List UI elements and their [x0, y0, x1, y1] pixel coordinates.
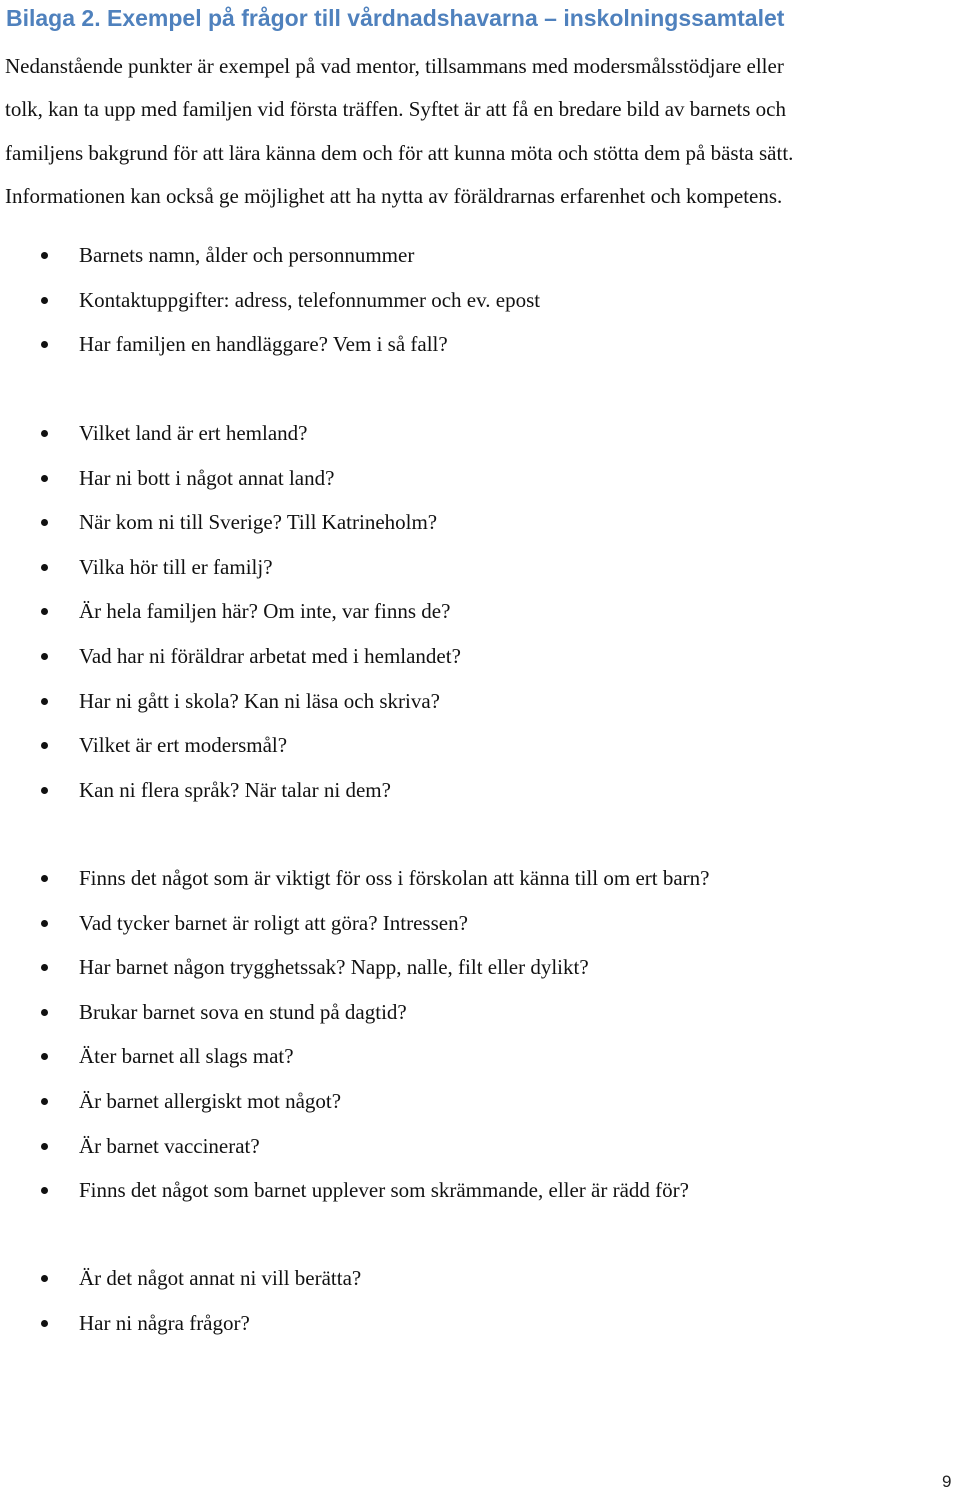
bullet-icon — [41, 1320, 48, 1327]
bullet-icon — [41, 1187, 48, 1194]
bullet-icon — [41, 875, 48, 882]
bullet-icon — [41, 430, 48, 437]
bullet-icon — [41, 964, 48, 971]
question-group-child — [0, 856, 709, 1213]
bullet-icon — [41, 698, 48, 705]
question-item — [0, 634, 461, 679]
question-item — [0, 856, 709, 901]
bullet-icon — [41, 564, 48, 571]
intro-line: familjens bakgrund för att lära känna dem och för att kunna möta och stötta dem på bästa sätt. — [5, 140, 794, 165]
question-text: Har barnet någon trygghetssak? Napp, nalle, filt eller dylikt? — [79, 955, 589, 980]
question-item — [0, 945, 709, 990]
question-item — [0, 545, 461, 590]
question-item — [0, 1034, 709, 1079]
page-heading: Bilaga 2. Exempel på frågor till vårdnadshavarna – inskolningssamtalet — [6, 5, 785, 31]
question-item — [0, 990, 709, 1035]
question-item — [0, 456, 461, 501]
bullet-icon — [41, 341, 48, 348]
question-item — [0, 723, 461, 768]
intro-line: Nedanstående punkter är exempel på vad mentor, tillsammans med modersmålsstödjare eller — [5, 54, 784, 78]
bullet-icon — [41, 475, 48, 482]
question-group-identity — [0, 233, 540, 367]
bullet-icon — [41, 787, 48, 794]
question-text: Är barnet vaccinerat? — [79, 1133, 260, 1158]
intro-paragraph — [5, 45, 955, 218]
bullet-icon — [41, 297, 48, 304]
question-text: Har ni bott i något annat land? — [79, 465, 335, 490]
bullet-icon — [41, 1143, 48, 1150]
question-text: Har ni gått i skola? Kan ni läsa och skriva? — [79, 688, 440, 713]
question-group-closing — [0, 1256, 361, 1345]
question-text: Äter barnet all slags mat? — [79, 1044, 294, 1069]
question-item — [0, 1301, 361, 1346]
question-text: Är det något annat ni vill berätta? — [79, 1266, 362, 1290]
question-text: Vilket land är ert hemland? — [79, 421, 308, 445]
bullet-icon — [41, 742, 48, 749]
question-text: Vad har ni föräldrar arbetat med i hemlandet? — [79, 643, 461, 668]
intro-line: Informationen kan också ge möjlighet att ha nytta av föräldrarnas erfarenhet och kompetens. — [5, 183, 783, 208]
question-item — [0, 589, 461, 634]
bullet-icon — [41, 653, 48, 660]
question-text: Kontaktuppgifter: adress, telefonnummer och ev. epost — [79, 287, 541, 312]
question-text: Vilket är ert modersmål? — [79, 733, 288, 758]
page-number: 9 — [942, 1472, 952, 1491]
question-group-background — [0, 411, 461, 812]
bullet-icon — [41, 1275, 48, 1282]
question-text: Finns det något som barnet upplever som skrämmande, eller är rädd för? — [79, 1178, 689, 1203]
question-text: Är barnet allergiskt mot något? — [79, 1088, 342, 1113]
question-text: Barnets namn, ålder och personnummer — [79, 243, 415, 267]
question-text: Vad tycker barnet är roligt att göra? Intressen? — [79, 910, 468, 935]
question-item — [0, 768, 461, 813]
question-item — [0, 278, 540, 323]
question-text: Har ni några frågor? — [79, 1310, 250, 1335]
bullet-icon — [41, 1053, 48, 1060]
bullet-icon — [41, 1009, 48, 1016]
bullet-icon — [41, 608, 48, 615]
question-text: Kan ni flera språk? När talar ni dem? — [79, 777, 391, 802]
question-item — [0, 1079, 709, 1124]
question-item — [0, 1124, 709, 1169]
question-text: Finns det något som är viktigt för oss i förskolan att känna till om ert barn? — [79, 866, 710, 890]
question-text: Är hela familjen här? Om inte, var finns de? — [79, 599, 451, 624]
question-item — [0, 322, 540, 367]
question-text: När kom ni till Sverige? Till Katrineholm? — [79, 510, 438, 535]
question-item — [0, 1168, 709, 1213]
question-text: Brukar barnet sova en stund på dagtid? — [79, 999, 407, 1024]
bullet-icon — [41, 920, 48, 927]
bullet-icon — [41, 252, 48, 259]
question-text: Vilka hör till er familj? — [79, 554, 273, 579]
question-item — [0, 901, 709, 946]
question-item — [0, 679, 461, 724]
bullet-icon — [41, 1098, 48, 1105]
question-item — [0, 500, 461, 545]
question-text: Har familjen en handläggare? Vem i så fall? — [79, 332, 448, 357]
bullet-icon — [41, 519, 48, 526]
question-item — [0, 1256, 361, 1301]
question-item — [0, 233, 540, 278]
intro-line: tolk, kan ta upp med familjen vid första träffen. Syftet är att få en bredare bild av barnets och — [5, 97, 786, 122]
question-item — [0, 411, 461, 456]
